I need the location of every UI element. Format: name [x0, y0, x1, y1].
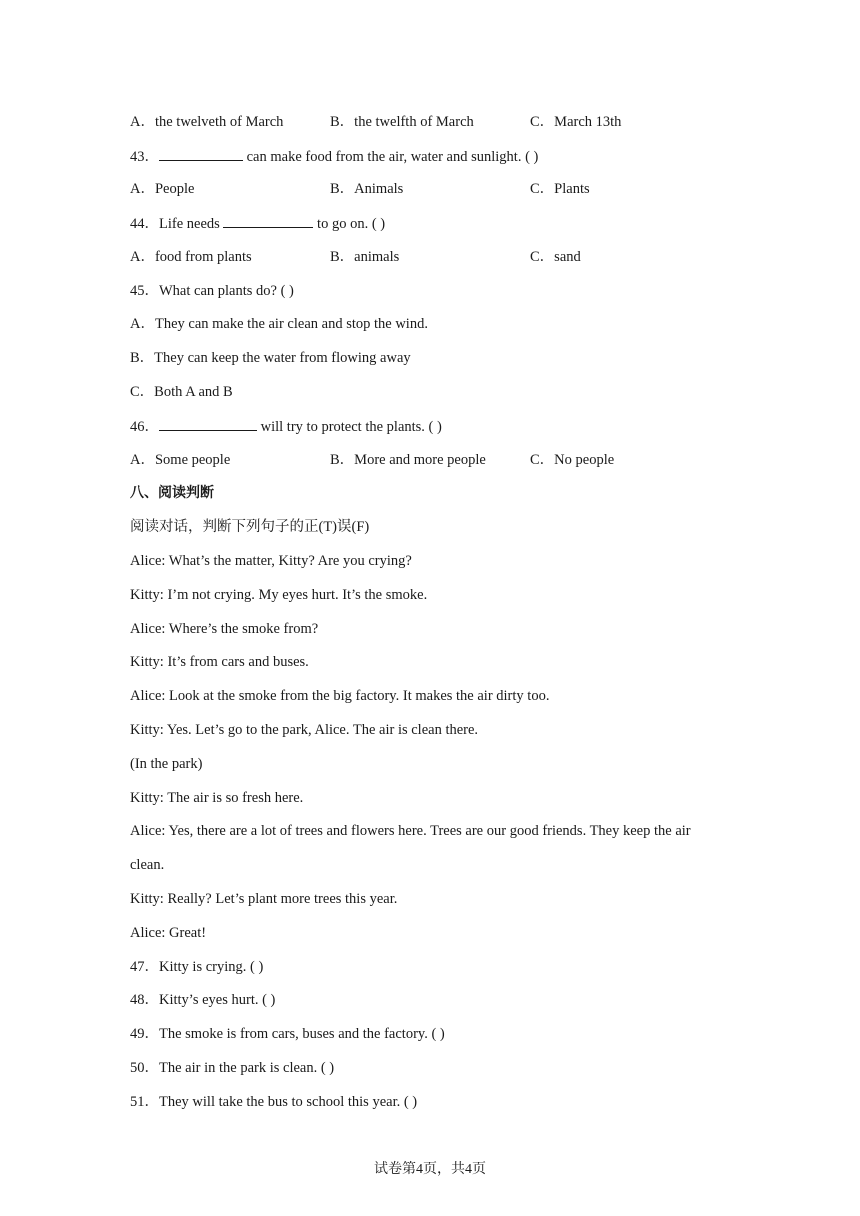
q43-option-a: A．People [130, 181, 195, 197]
q43-option-c: C．Plants [530, 181, 590, 197]
q46-option-b: B．More and more people [330, 452, 486, 468]
q46-number: 46． [130, 419, 159, 435]
dialogue-line: Alice: Great! [130, 925, 207, 941]
dialogue-line: Alice: Yes, there are a lot of trees and flowers here. Trees are our good friends. They keep the air [130, 823, 691, 839]
q45-option-b: B．They can keep the water from flowing away [130, 350, 411, 366]
section-heading: 八、阅读判断 [130, 485, 214, 501]
q44-option-a: A．food from plants [130, 249, 252, 265]
statement-48: 48．Kitty’s eyes hurt. ( ) [130, 992, 276, 1008]
q46-question [130, 416, 442, 437]
q44-option-b: B．animals [330, 249, 400, 265]
q46-text: will try to protect the plants. ( ) [257, 419, 442, 435]
q44-question [130, 213, 385, 234]
q43-text: can make food from the air, water and sunlight. ( ) [243, 149, 539, 165]
answer-blank [223, 213, 313, 228]
dialogue-line: Kitty: Yes. Let’s go to the park, Alice. The air is clean there. [130, 722, 479, 738]
q44-text: to go on. ( ) [313, 216, 386, 232]
dialogue-line: Kitty: Really? Let’s plant more trees this year. [130, 891, 398, 907]
q45-question: 45．What can plants do? ( ) [130, 283, 294, 299]
dialogue-line: Kitty: I’m not crying. My eyes hurt. It’s the smoke. [130, 587, 428, 603]
dialogue-line: clean. [130, 857, 165, 873]
q44-number: 44．Life needs [130, 216, 224, 232]
statement-47: 47．Kitty is crying. ( ) [130, 959, 264, 975]
dialogue-line: (In the park) [130, 756, 203, 772]
q44-option-c: C．sand [530, 249, 581, 265]
dialogue-line: Alice: What’s the matter, Kitty? Are you crying? [130, 553, 412, 569]
section-instruction: 阅读对话，判断下列句子的正(T)误(F) [130, 519, 370, 535]
q43-option-b: B．Animals [330, 181, 404, 197]
dialogue-line: Kitty: The air is so fresh here. [130, 790, 304, 806]
statement-49: 49．The smoke is from cars, buses and the factory. ( ) [130, 1026, 445, 1042]
answer-blank [159, 146, 243, 161]
q45-option-a: A．They can make the air clean and stop the wind. [130, 316, 428, 332]
q46-option-a: A．Some people [130, 452, 231, 468]
q42-option-a: A．the twelveth of March [130, 114, 284, 130]
statement-50: 50．The air in the park is clean. ( ) [130, 1060, 335, 1076]
q42-option-b: B．the twelfth of March [330, 114, 474, 130]
dialogue-line: Kitty: It’s from cars and buses. [130, 654, 309, 670]
statement-51: 51．They will take the bus to school this year. ( ) [130, 1094, 418, 1110]
q45-option-c: C．Both A and B [130, 384, 233, 400]
q43-question [130, 146, 538, 167]
dialogue-line: Alice: Look at the smoke from the big factory. It makes the air dirty too. [130, 688, 550, 704]
q46-option-c: C．No people [530, 452, 615, 468]
answer-blank [159, 416, 257, 431]
q43-number: 43． [130, 149, 159, 165]
dialogue-line: Alice: Where’s the smoke from? [130, 621, 319, 637]
page-footer: 试卷第4页，共4页 [374, 1162, 486, 1177]
q42-option-c: C．March 13th [530, 114, 622, 130]
